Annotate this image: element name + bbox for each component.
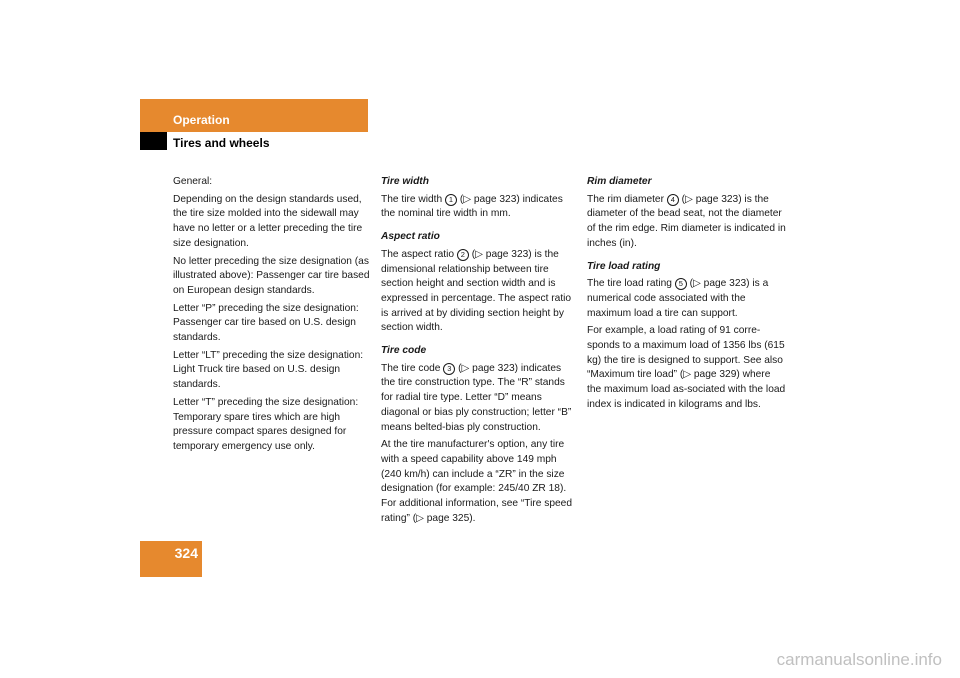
column-general xyxy=(173,175,373,458)
text: The rim diameter xyxy=(587,193,667,205)
heading-tire-code: Tire code xyxy=(381,345,427,357)
text: (▷ page 323) is the dimensional relationship between tire section height and section width and is expressed in percentage. The aspect ratio is arrived at by dividing section height by section width. xyxy=(381,248,572,334)
subsection-title: Tires and wheels xyxy=(173,136,270,150)
paragraph: Letter “P” preceding the size designation: Passenger car tire based on U.S. design standards. xyxy=(173,302,359,344)
text: The tire code xyxy=(381,362,444,374)
heading-tire-load-rating: Tire load rating xyxy=(587,260,661,272)
paragraph xyxy=(587,193,787,252)
section-title: Operation xyxy=(173,113,230,127)
callout-number-icon: 1 xyxy=(445,194,457,206)
heading-tire-width: Tire width xyxy=(381,176,429,187)
paragraph xyxy=(381,193,577,222)
text: (▷ page 323) indicates the nominal tire width in mm. xyxy=(381,193,563,220)
callout-number-icon: 2 xyxy=(457,249,469,261)
subsection-marker xyxy=(140,132,167,150)
paragraph: Letter “T” preceding the size designation: Temporary spare tires which are high pressure compact spares designed for temporary emergency use only. xyxy=(173,396,359,452)
callout-number-icon: 4 xyxy=(667,194,679,206)
paragraph: Letter “LT” preceding the size designation: Light Truck tire based on U.S. design standards. xyxy=(173,349,364,391)
text: (▷ page 323) is the diameter of the bead seat, not the diameter of the rim edge. Rim diameter is indicated in inches (in). xyxy=(587,193,786,249)
heading-aspect-ratio: Aspect ratio xyxy=(381,231,440,243)
paragraph xyxy=(381,248,577,336)
paragraph xyxy=(587,277,787,321)
paragraph xyxy=(381,362,577,436)
text: The tire width xyxy=(381,193,445,205)
text: (▷ page 323) indicates the tire construction type. The “R” stands for radial tire type. Letter “D” means diagonal or bias ply construction; letter “B” means belted-bias ply construction. xyxy=(381,362,572,433)
column-rim-load xyxy=(587,175,787,416)
general-label: General: xyxy=(173,176,213,187)
heading-rim-diameter: Rim diameter xyxy=(587,176,652,187)
column-width-aspect-code xyxy=(381,175,577,529)
text: The tire load rating xyxy=(587,278,675,290)
page-number: 324 xyxy=(174,545,198,561)
text: The aspect ratio xyxy=(381,248,457,260)
callout-number-icon: 3 xyxy=(443,363,455,375)
paragraph: At the tire manufacturer's option, any tire with a speed capability above 149 mph (240 km/h) can include a “ZR” in the size designation (for example: 245/40 ZR 18). For additional information, see “Tire speed rating” (▷ page 325). xyxy=(381,439,573,524)
text: (▷ page 323) is a numerical code associated with the maximum load a tire can support. xyxy=(587,278,769,319)
paragraph: No letter preceding the size designation (as illustrated above): Passenger car tire based on European design standards. xyxy=(173,255,370,296)
callout-number-icon: 5 xyxy=(675,278,687,290)
paragraph: For example, a load rating of 91 corre-sponds to a maximum load of 1356 lbs (615 kg) the tire is designed to support. See also “Maximum tire load” (▷ page 329) where the maximum load as-sociated with the load index is indicated in kilograms and lbs. xyxy=(587,325,786,410)
paragraph: Depending on the design standards used, the tire size molded into the sidewall may have no letter or a letter preceding the tire size designation. xyxy=(173,193,363,249)
page-number-box xyxy=(140,541,202,577)
watermark: carmanualsonline.info xyxy=(776,650,942,669)
